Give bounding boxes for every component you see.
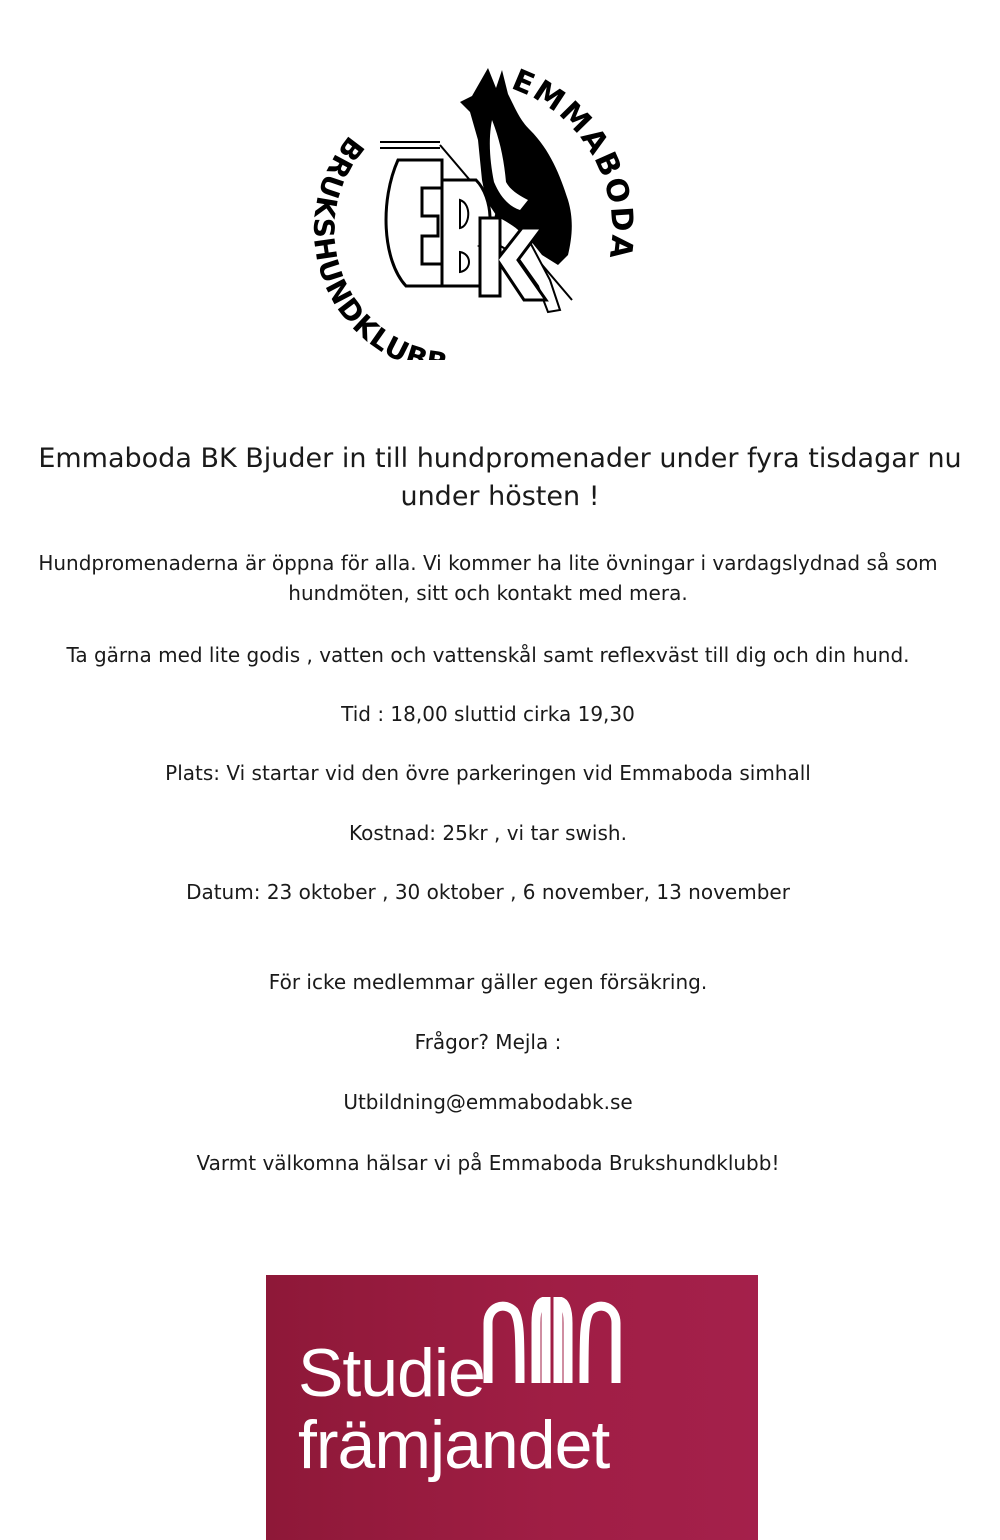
email-link[interactable]: Utbildning@emmabodabk.se (343, 1090, 633, 1114)
welcome-paragraph: Varmt välkomna hälsar vi på Emmaboda Brukshundklubb! (196, 1151, 780, 1175)
headline-line-1: Emmaboda BK Bjuder in till hundpromenader under fyra tisdagar nu (38, 443, 962, 474)
club-logo-graphic (310, 50, 650, 360)
headline-line-2: under hösten ! (400, 481, 600, 512)
intro-line-2: hundmöten, sitt och kontakt med mera. (288, 581, 688, 605)
studiefrämjandet-logo (266, 1275, 758, 1540)
time-paragraph: Tid : 18,00 sluttid cirka 19,30 (341, 702, 635, 726)
logo-bottom-text: BRUKSHUNDKLUB (310, 130, 433, 360)
intro-line-1: Hundpromenaderna är öppna för alla. Vi kommer ha lite övningar i vardagslydnad så som (38, 551, 938, 575)
insurance-paragraph: För icke medlemmar gäller egen försäkring. (268, 970, 708, 994)
bring-paragraph: Ta gärna med lite godis , vatten och vattenskål samt reflexväst till dig och din hund. (66, 643, 910, 667)
questions-paragraph: Frågor? Mejla : (414, 1030, 562, 1054)
logo-top-text: EMMABODA (507, 62, 640, 263)
place-paragraph: Plats: Vi startar vid den övre parkeringen vid Emmaboda simhall (165, 761, 811, 785)
cost-paragraph: Kostnad: 25kr , vi tar swish. (349, 821, 627, 845)
sponsor-line-2: främjandet (298, 1407, 610, 1483)
sponsor-line-1: Studie (298, 1335, 485, 1411)
dates-paragraph: Datum: 23 oktober , 30 oktober , 6 november, 13 november (186, 880, 790, 904)
club-logo (310, 50, 650, 360)
intro-paragraph (0, 548, 976, 608)
headline (0, 440, 1000, 516)
sponsor-wordmark (298, 1337, 609, 1481)
